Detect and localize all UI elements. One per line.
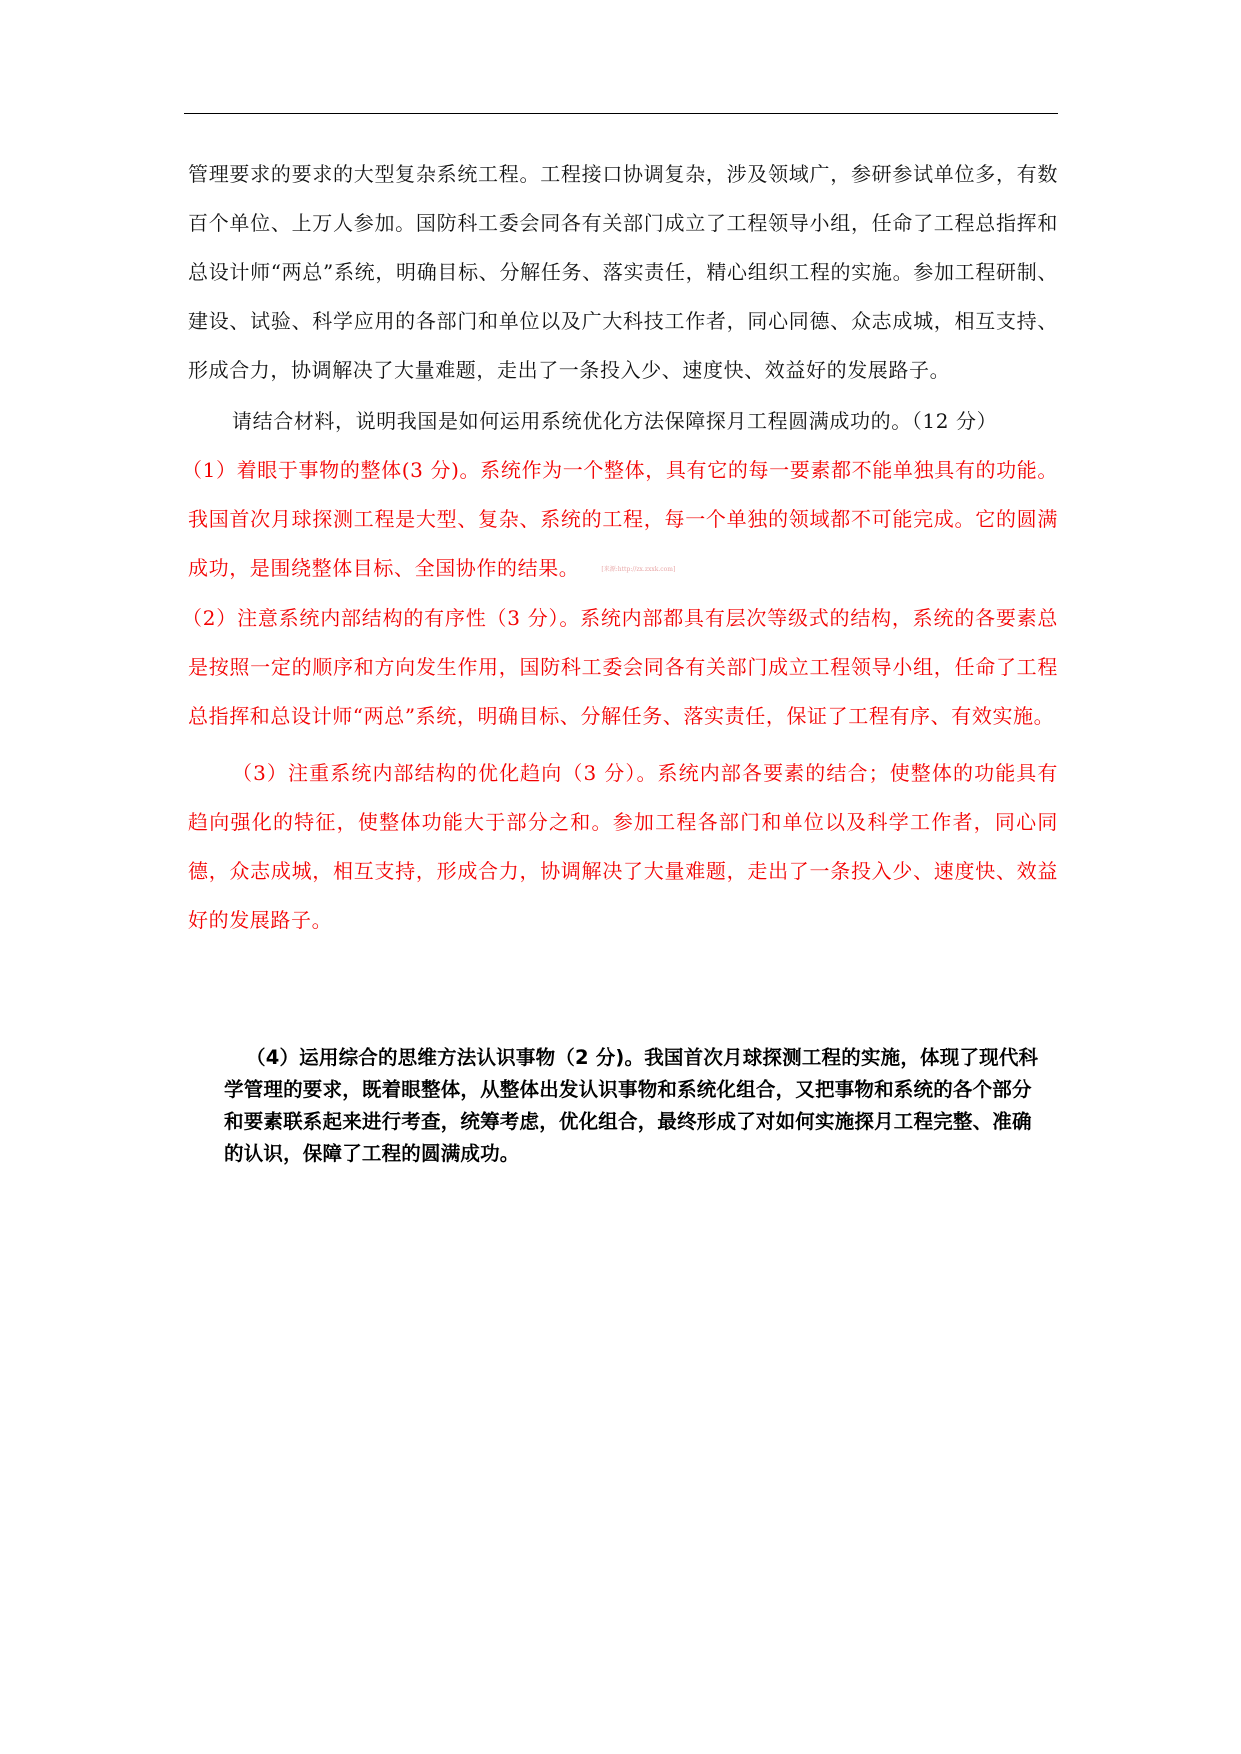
document-body <box>182 150 1058 945</box>
question-paragraph: 请结合材料，说明我国是如何运用系统优化方法保障探月工程圆满成功的。（12 分） <box>232 409 998 433</box>
answer-3: （3）注重系统内部结构的优化趋向（3 分）。系统内部各要素的结合；使整体的功能具有趋向强化的特征，使整体功能大于部分之和。参加工程各部门和单位以及科学工作者，同心同德，众志成城，相互支持，形成合力，协调解决了大量难题，走出了一条投入少、速度快、效益好的发展路子。 <box>188 761 1058 932</box>
material-paragraph: 管理要求的要求的大型复杂系统工程。工程接口协调复杂，涉及领域广，参研参试单位多，有数百个单位、上万人参加。国防科工委会同各有关部门成立了工程领导小组，任命了工程总指挥和总设计师“两总”系统，明确目标、分解任务、落实责任，精心组织工程的实施。参加工程研制、建设、试验、科学应用的各部门和单位以及广大科技工作者，同心同德、众志成城，相互支持、形成合力，协调解决了大量难题，走出了一条投入少、速度快、效益好的发展路子。 <box>188 162 1058 382</box>
source-note: [来源:http://zx.zxxk.com] <box>601 566 676 573</box>
answer-1 <box>182 446 1058 594</box>
answer-4-scanned-image <box>224 1042 1046 1170</box>
answer-2: （2）注意系统内部结构的有序性（3 分）。系统内部都具有层次等级式的结构，系统的各要素总是按照一定的顺序和方向发生作用，国防科工委会同各有关部门成立工程领导小组，任命了工程总指挥和总设计师“两总”系统，明确目标、分解任务、落实责任，保证了工程有序、有效实施。 <box>182 606 1058 728</box>
answer-4: （4）运用综合的思维方法认识事物（2 分)。我国首次月球探测工程的实施，体现了现代科学管理的要求，既着眼整体，从整体出发认识事物和系统化组合，又把事物和系统的各个部分和要素联系起来进行考查，统筹考虑，优化组合，最终形成了对如何实施探月工程完整、准确的认识，保障了工程的圆满成功。 <box>224 1046 1039 1165</box>
header-rule <box>184 113 1058 114</box>
answer-1-text: （1）着眼于事物的整体(3 分)。系统作为一个整体，具有它的每一要素都不能单独具有的功能。我国首次月球探测工程是大型、复杂、系统的工程，每一个单独的领域都不可能完成。它的圆满成功，是围绕整体目标、全国协作的结果。 <box>182 458 1058 580</box>
